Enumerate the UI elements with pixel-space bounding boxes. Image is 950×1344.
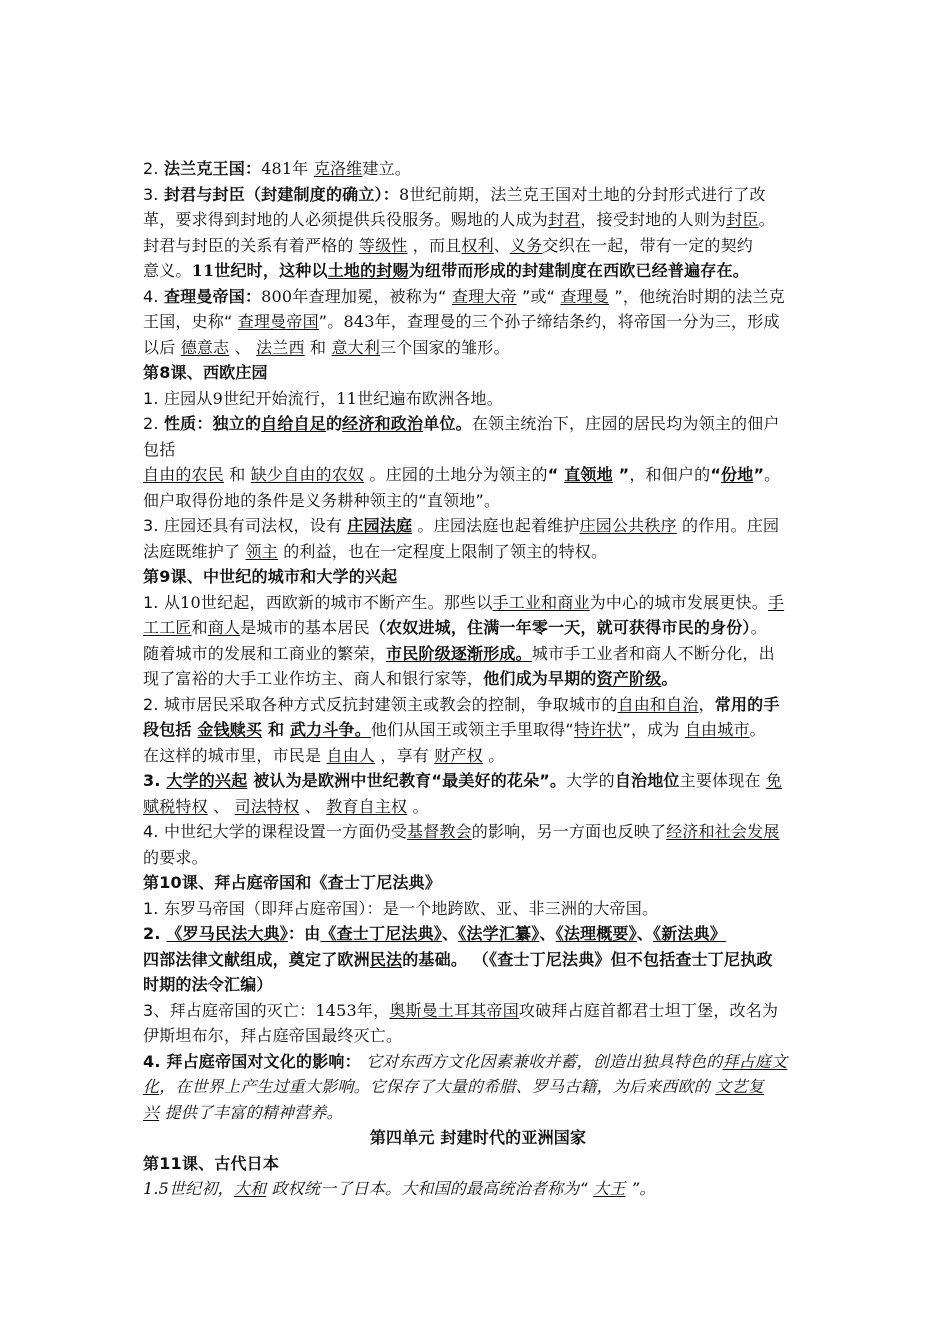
document-page <box>143 156 813 1202</box>
manor-spread-line: 1. 庄园从9世纪开始流行，11世纪遍布欧洲各地。 <box>143 388 503 408</box>
unit-4-heading: 第四单元 封建时代的亚洲国家 <box>369 1128 587 1147</box>
city-autonomy-paragraph: 2. 城市居民采取各种方式反抗封建领主或教会的控制，争取城市的自由和自治，常用的手 段包括 金钱赎买 和 武力斗争。他们从国王或领主手里取得“特许状”，成为 自由城市。 在这样的城市里，市民是 自由人 ，享有 财产权 。 <box>143 694 780 765</box>
manor-court-paragraph: 3. 庄园还具有司法权，设有 庄园法庭 。庄园法庭也起着维护庄园公共秩序 的作用。庄园 法庭既维护了 领主 的利益，也在一定程度上限制了领主的特权。 <box>143 516 780 561</box>
lord-vassal-paragraph: 3. 封君与封臣（封建制度的确立）：8世纪前期，法兰克王国对土地的分封形式进行了改 革，要求得到封地的人必须提供兵役服务。赐地的人成为封君，接受封地的人则为封臣。 封君与封臣的关系有着严格的 等级性 ，而且权利、义务交织在一起，带有一定的契约 意义。11世纪时，这种以土地的封赐为纽带而形成的封建制度在西欧已经普遍存在。 <box>143 184 775 280</box>
cities-rise-paragraph: 1. 从10世纪起，西欧新的城市不断产生。那些以手工业和商业为中心的城市发展更快。手 工工匠和商人是城市的基本居民（农奴进城，住满一年零一天，就可获得市民的身份）。 随着城市的发展和工商业的繁荣，市民阶级逐渐形成。城市手工业者和商人不断分化，出 现了富裕的大手工业作坊主、商人和银行家等，他们成为早期的资产阶级。 <box>143 592 785 688</box>
manor-nature-paragraph: 2. 性质：独立的自给自足的经济和政治单位。在领主统治下，庄园的居民均为领主的佃户 包括 自由的农民 和 缺少自由的农奴 。庄园的土地分为领主的“ 直领地 ”，和佃户的“份地”。 佃户取得份地的条件是义务耕种领主的“直领地”。 <box>143 414 781 510</box>
lesson-8-heading: 第8课、西欧庄园 <box>143 363 268 382</box>
frankish-kingdom-line: 2. 法兰克王国：481年 克洛维建立。 <box>143 159 412 178</box>
byzantine-intro-line: 1. 东罗马帝国（即拜占庭帝国）：是一个地跨欧、亚、非三洲的大帝国。 <box>143 898 659 918</box>
lesson-9-heading: 第9课、中世纪的城市和大学的兴起 <box>143 567 398 586</box>
university-curriculum-paragraph: 4. 中世纪大学的课程设置一方面仍受基督教会的影响，另一方面也反映了经济和社会发展 的要求。 <box>143 822 780 867</box>
byzantine-culture-paragraph: 4. 拜占庭帝国对文化的影响： 它对东西方文化因素兼收并蓄，创造出独具特色的拜占庭文 化，在世界上产生过重大影响。它保存了大量的希腊、罗马古籍，为后来西欧的 文艺复 兴 提供了丰富的精神营养。 <box>143 1051 788 1122</box>
university-paragraph: 3. 大学的兴起 被认为是欧洲中世纪教育“最美好的花朵”。大学的自治地位主要体现在 免 赋税特权 、 司法特权 、 教育自主权 。 <box>143 771 783 816</box>
lesson-11-heading: 第11课、古代日本 <box>143 1153 280 1173</box>
charlemagne-paragraph: 4. 查理曼帝国：800年查理加冕，被称为“ 查理大帝 ”或“ 查理曼 ”，他统治时期的法兰克 王国，史称“ 查理曼帝国”。843年，查理曼的三个孙子缔结条约，将帝国一分为三，形成 以后 德意志 、 法兰西 和 意大利三个国家的雏形。 <box>143 286 785 357</box>
byzantine-fall-paragraph: 3、拜占庭帝国的灭亡：1453年，奥斯曼土耳其帝国攻破拜占庭首都君士坦丁堡，改名为 伊斯坦布尔，拜占庭帝国最终灭亡。 <box>143 1000 779 1045</box>
roman-civil-law-paragraph: 2. 《罗马民法大典》：由《查士丁尼法典》、《法学汇纂》、《法理概要》、《新法典》 四部法律文献组成，奠定了欧洲民法的基础。 （《查士丁尼法典》但不包括查士丁尼执政 时期的法令汇编） <box>143 924 773 994</box>
yamato-line: 1.5世纪初，大和 政权统一了日本。大和国的最高统治者称为“ 大王 ”。 <box>143 1179 656 1198</box>
lesson-10-heading: 第10课、拜占庭帝国和《查士丁尼法典》 <box>143 873 442 892</box>
